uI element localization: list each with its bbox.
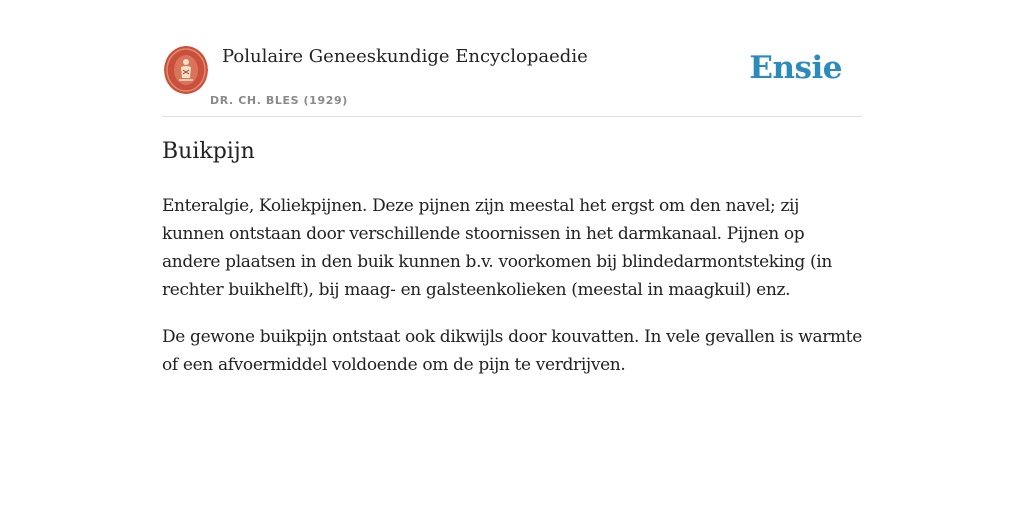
entry-paragraph: De gewone buikpijn ontstaat ook dikwijls door kouvatten. In vele gevallen is warmte of een afvoermiddel voldoende om de pijn te verdrijven. [162, 327, 862, 375]
page-header [162, 40, 862, 117]
entry-paragraph: Enteralgie, Koliekpijnen. Deze pijnen zijn meestal het ergst om den navel; zij kunnen ontstaan door verschillende stoornissen in het darmkanaal. Pijnen op andere plaatsen in den buik kunnen b.v. voorkomen bij blindedarmontsteking (in rechter buikhelft), bij maag- en galsteenkolieken (meestal in maagkuil) enz. [162, 196, 832, 300]
book-seal-icon[interactable] [164, 46, 208, 94]
entry-title: Buikpijn [162, 139, 255, 164]
ensie-logo-link[interactable]: Ensie [749, 50, 842, 86]
book-title-link[interactable]: Polulaire Geneeskundige Encyclopaedie [222, 46, 588, 67]
book-author: DR. CH. BLES (1929) [210, 94, 348, 107]
entry-body [162, 192, 862, 398]
